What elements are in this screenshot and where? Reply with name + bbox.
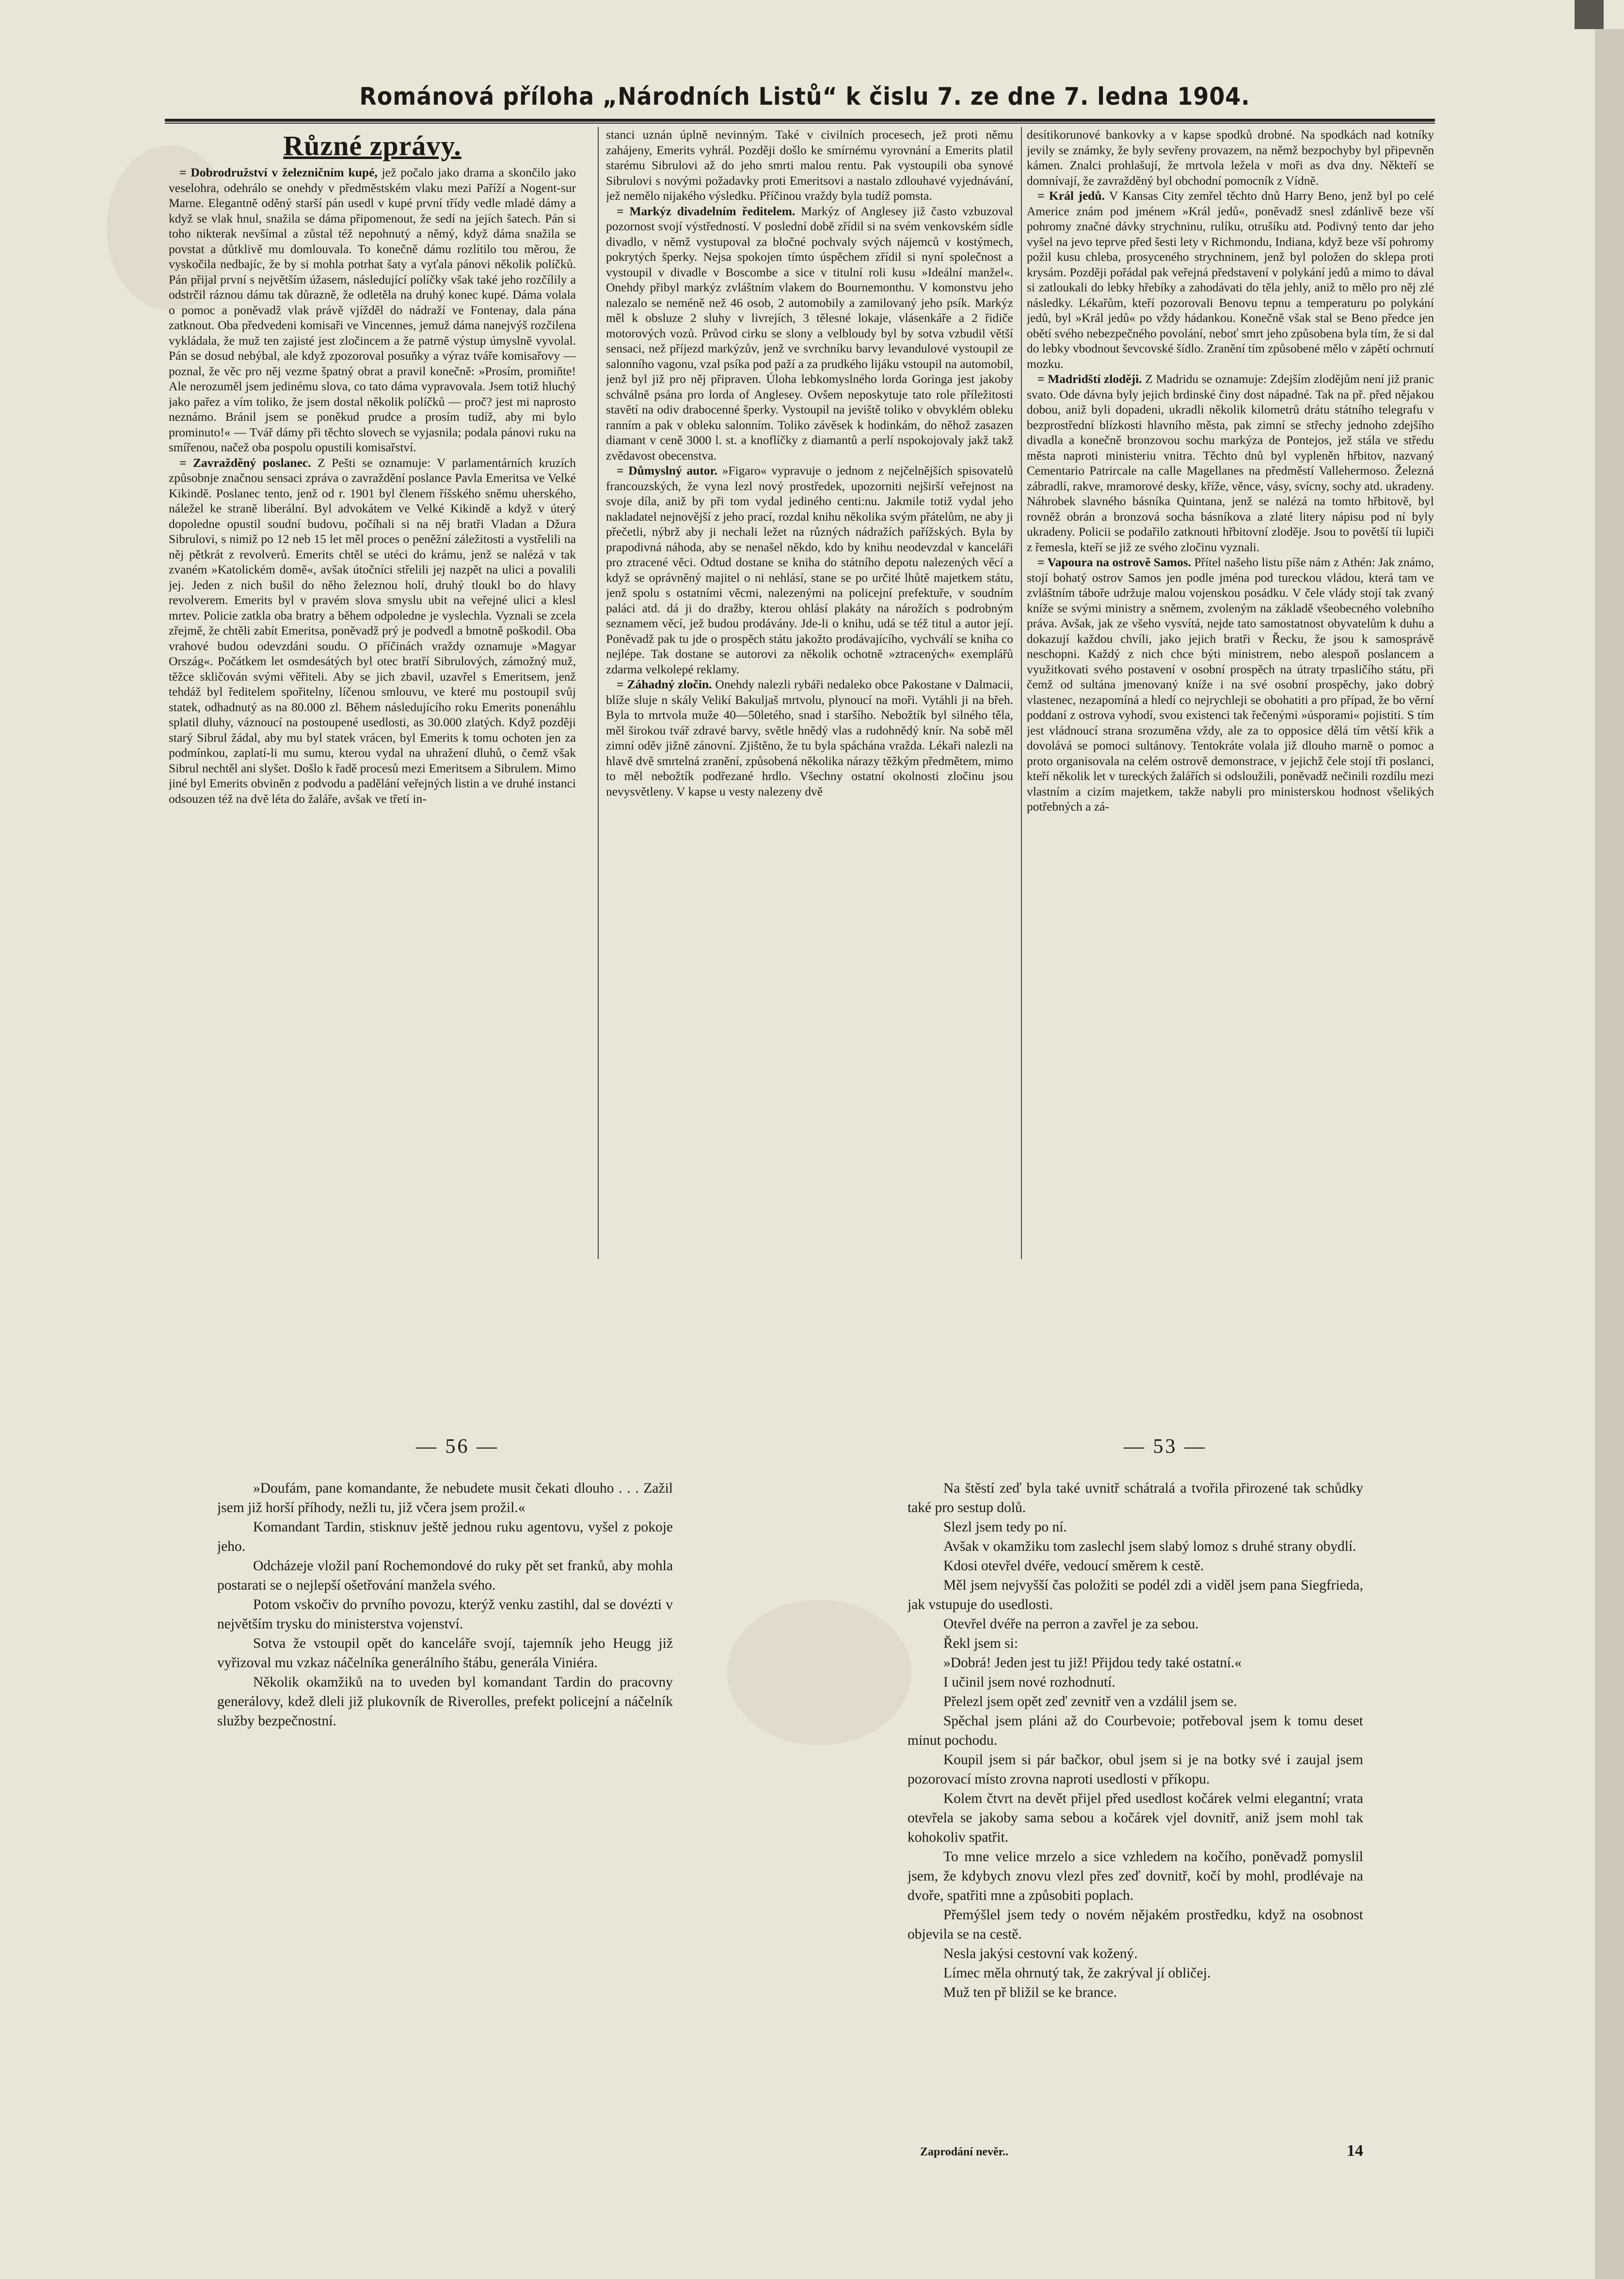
story-paragraph: Nesla jakýsi cestovní vak kožený. [943,1946,1138,1961]
news-item-text: »Figaro« vypravuje o jednom z nejčelnějších spisovatelů francouzských, že vyna lezl nový prostředek, upozorniti nejširší veřejnost na svoje díla, aniž by při tom vydal jediného centi:nu. Jakmile totiž vydal jeho nakladatel nejnovější z jeho prací, rozdal knihu několika svým přátelům, ne aby ji přečetli, nýbrž aby ji nechali ležet na různých nádražích pařížských. Byla by prapodivná náhoda, aby se nenašel někdo, kdo by knihu neodevzdal v kanceláři pro ztracené věci. Odtud dostane se kniha do státního depotu nalezených věcí a když se oprávněný majitel o ni nehlásí, stane se po určité lhůtě majetkem státu, jenž spolu s ostatními věcmi, nalezenými na policejní prefektuře, v soudním paláci atd. dá ji do dražby, kterou ohlásí plakáty na nárožích s podrobným seznamem věcí, jež budou prodávány. Jde-li o knihu, udá se též titul a autor její. Poněvadž pak tu jde o prospěch státu jakožto prodávajícího, vychválí se kniha co nejlépe. Tak dostane se autorovi za několik ochotně »ztracených« exemplářů zdarma velkolepé reklamy. [606,463,1013,676]
news-item-heading: = Zavražděný poslanec. [179,455,311,470]
story-paragraph: Několik okamžiků na to uveden byl komandant Tardin do pracovny generálovy, kdež dleli již plukovník de Riverolles, prefekt policejní a náčelník služby bezpečnostní. [217,1674,673,1729]
news-item-heading: = Vapoura na ostrově Samos. [1037,555,1192,569]
story-paragraph: Sotva že vstoupil opět do kanceláře svojí, tajemník jeho Heugg již vyřizoval mu vzkaz náčelníka generálního štábu, generála Viniéra. [217,1636,673,1671]
header-rule [165,119,1435,122]
story-paragraph: Potom vskočiv do prvního povozu, kterýž venku zastihl, dal se dovézti v největším trysku do ministerstva vojenství. [217,1597,673,1632]
story-paragraph: Kdosi otevřel dvéře, vedoucí směrem k cestě. [943,1558,1204,1574]
page-header-title: Románová příloha „Národních Listů“ k čislu 7. ze dne 7. ledna 1904. [359,82,1250,111]
right-page-number: — 53 — [1124,1435,1207,1458]
news-item [606,204,1013,463]
header-rule-thin [165,123,1435,124]
news-item-heading: = Madridští zloději. [1037,372,1142,386]
story-paragraph: Odcházeje vložil paní Rochemondové do ruky pět set franků, aby mohla postarati se o nejlepší ošetřování manžela svého. [217,1558,673,1593]
story-paragraph: Přemýšlel jsem tedy o novém nějakém prostředku, když na osobnost objevila se na cestě. [908,1907,1363,1942]
news-column-3 [1027,127,1434,1259]
news-item-text: Markýz of Anglesey již často vzbuzoval pozornost svojí výstředností. V poslední době zřídil si na svém venkovském sídle divadlo, v němž vystupoval za bločné pochvaly svých nájemců v kostýmech, pokrytých šperky. Nejsa spokojen tímto úspěchem zřídil si nyní společnost a vystoupil v divadle v Boscombe a sice v titulní roli kusu »Ideální manžel«. Onehdy přibyl markýz zvláštním vlakem do Bournemonthu. V komonstvu jeho nalezalo se neméně než 46 osob, 2 automobily a zamilovaný jeho psík. Markýz měl k obsluze 2 sluhy v livrejích, 3 tělesné lokaje, vlásenkáře a 2 řidiče motorových vozů. Průvod cirku se slony a velbloudy byl by sotva vzbudil větší sensaci, než příjezd markýzův, jenž ve svrchníku barvy levandulové vystoupil ze salonního vagonu, vzal psíka pod paží a za prudkého lijáku vstoupil na automobil, jenž byl již pro něj připraven. Úloha lebkomyslného lorda Goringa jest jakoby schválně psána pro lorda of Anglesey. Ovšem neposkytuje tato role příležitosti stavětí na odiv drabocenné šperky. Vystoupil na jeviště toliko v obvyklém obleku ranním a pak v obleku salonním. Toliko závěsek k hodinkám, do něhož zasazen diamant v ceně 3000 l. st. a knoflíčky z diamantů a perlí nspokojovaly jakž takž zvědavost obecenstva. [606,204,1013,462]
news-item [169,455,576,807]
column-divider [598,127,599,1259]
news-item-heading: = Záhadný zločin. [617,677,712,691]
news-item-text: stanci uznán úplně nevinným. Také v civilních procesech, jež proti němu zahájeny, Emerits vyhrál. Později došlo ke smírnému vyrovnání a Emerits platil starému Sibrulovi až do jeho smrti malou rentu. Pak vystoupili oba synové Sibrulovi s novými požadavky proti Emeritsovi a nastalo zdlouhavé vyjednávání, jež nemělo nijakého výsledku. Příčinou vraždy byla tudíž pomsta. [606,127,1013,203]
left-page-number: — 56 — [416,1435,499,1458]
news-item-text: Z Pešti se oznamuje: V parlamentárních kruzích způsobnje značnou sensaci zpráva o zavraždění poslance Pavla Emeritsa ve Velké Kikindě. Poslanec tento, jenž od r. 1901 byl členem říšského sněmu uherského, náležel ke straně liberální. Byl advokátem ve Velké Kikindě a když v úterý dopoledne opustil soudní budovu, počíhali si na něj bratři Vladan a Džura Sibrulovi, s nimiž po 12 neb 15 let měl proces o peněžní záležitosti a vystřelili na něj pětkrát z revolverů. Emerits chtěl se utéci do krámu, jenž se nalézá v tak zvaném »Katolickém domě«, avšak útočníci střelili jej nazpět na ulici a povalili jej. Jeden z nich bušil do něho železnou holí, druhý tloukl bo do hlavy revolverem. Emerits byl v pravém slova smyslu ubit na veřejné ulici a klesl mrtev. Policie zatkla oba bratry a během odpoledne je vyslechla. Vyznali se zcela zřejmě, že chtěli zabít Emeritsa, poněvadž prý je podvedl a bmotně poškodil. Oba vrahové budou odevzdáni soudu. O příčinách vraždy oznamuje »Magyar Ország«. Počátkem let osmdesátých byl otec bratří Sibrulových, zámožný muž, těžce skličován svými věřiteli. Aby se jich zbavil, uzavřel s Emeritsem, jenž tehdáž byl ředitelem spořitelny, líčenou smlouvu, ve které mu postoupil svůj statek, odhadnutý as na 80.000 zl. Během následujícího roku Emerits ponenáhlu splatil dluhy, váznoucí na postoupené usedlosti, as 30.000 zlatých. Když později starý Sibrul žádal, aby mu byl statek vrácen, byl Emerits k tomu ochoten jen za podmínkou, zaplatí-li mu sumu, kterou vydal na uhražení dluhů, o čemž však Sibrul nechtěl ani slyšet. Došlo k řadě procesů mezi Emeritsem a Sibrulem. Mimo jiné byl Emerits obviněn z podvodu a padělání veřejných listin a ve druhé instanci odsouzen též na dvě léta do žaláře, avšak ve třetí in- [169,455,576,806]
story-paragraph: Přelezl jsem opět zeď zevnitř ven a vzdálil jsem se. [943,1694,1237,1709]
story-paragraph: Otevřel dvéře na perron a zavřel je za sebou. [943,1616,1199,1632]
news-item [606,677,1013,799]
news-item-continuation [1027,127,1434,188]
story-paragraph: Spěchal jsem pláni až do Courbevoie; potřeboval jsem k tomu deset minut pochodu. [908,1713,1363,1748]
story-paragraph: To mne velice mrzelo a sice vzhledem na kočího, poněvadž pomyslil jsem, že kdybych znovu vlezl přes zeď dovnitř, kočí by mohl, prodlévaje na dvoře, spatřiti mne a způsobiti poplach. [908,1849,1363,1903]
news-item-text: Onehdy nalezli rybáři nedaleko obce Pakostane v Dalmacii, blíže sluje n skály Velikí Bakuljaš mrtvolu, plynoucí na moři. Vytáhli ji na břeh. Byla to mrtvola muže 40—50letého, snad i staršího. Nebožtík byl silného těla, měl širokou tvář zdravé barvy, světle hnědý vlas a rudohnědý knír. Na sobě měl zimní oděv jižně zánovní. Zjištěno, že tu byla spáchána vražda. Lékaři nalezli na hlavě dvě smrtelná zranění, způsobená několika nárazy těžkým předmětem, mimo to měl nebožtík podřezané hrdlo. Všechny ostatní okolnosti zločinu jsou nevysvětleny. V kapse u vesty nalezeny dvě [606,677,1013,798]
right-page-text [908,1479,1363,2148]
news-item [1027,555,1434,814]
news-column-2 [606,127,1013,1259]
story-paragraph: I učinil jsem nové rozhodnutí. [943,1674,1115,1690]
news-item [169,165,576,455]
story-paragraph: Límec měla ohrnutý tak, že zakrýval jí obličej. [943,1965,1211,1981]
news-item [606,463,1013,677]
news-item-text: Z Madridu se oznamuje: Zdejším zlodějům není již pranic svato. Ode dávna byly jejich brdinské činy dost nápadné. Tak na př. před nějakou dobou, aniž byli dopadeni, ukradli několik kilometrů drátu státního telegrafu v bezprostřední blízkosti hlavního města, pak zimní se střechy jednoho zdejšího divadla a konečně bronzovou sochu markýza de Pontejos, jež stála ve středu města naproti ministeriu vnitra. Těchto dnů byl vypleněn hřbitov, nazvaný Cementario Patrircale na calle Magellanes na předměstí Vallehermoso. Železná zábradlí, rakve, mramorové desky, kříže, věnce, vásy, svícny, sochy atd. ukradeny. Náhrobek slavného básníka Quintana, jenž se nalézá na tomto hřbitově, byl rovněž obrán a bronzová socha básníkova a zlaté litery nápisu pod ní byly ukradeny. Policii se podařilo zatknouti hřbitovní zloděje. Jsou to povětší tíi lupiči z řemesla, kteří se již ze svého zločinu vyznali. [1027,372,1434,554]
news-item-text: V Kansas City zemřel těchto dnů Harry Beno, jenž byl po celé Americe znám pod jménem »Král jedů«, poněvadž snesl zdánlivě beze vší pohromy značné dávky strychninu, rulíku, otrušíku atd. Podivný tento dar jeho vyšel na jevo teprve před šesti lety v Richmondu, Indiana, když beze vší pohromy požil kusu chleba, prosyceného strychninem, jenž byl položen do sklepa proti krysám. Později pořádal pak veřejná představení v polykání jedů a mimo to dával si zatloukali do lebky hřebíky a zahodávati do těla jehly, aniž to mělo pro něj zlé následky. Lékařům, kteří pozorovali Benovu tepnu a temperaturu po polykání jedů, byl »Král jedů« po vždy hádankou. Konečně však stal se Beno předce jen obětí svého nebezpečného povolání, neboť smrt jeho způsobena byla tím, že si dal do lebky vbodnout ševcovské šídlo. Zranění tím způsobené mělo v zápětí ochrnutí mozku. [1027,189,1434,371]
story-paragraph: Měl jsem nejvyšší čas položiti se podél zdi a viděl jsem pana Siegfrieda, jak vstupuje do usedlosti. [908,1578,1363,1612]
story-paragraph: Komandant Tardin, stisknuv ještě jednou ruku agentovu, vyšel z pokoje jeho. [217,1519,673,1554]
news-item-heading: = Důmyslný autor. [617,463,717,478]
news-item-text: desítikorunové bankovky a v kapse spodků drobné. Na spodkách nad kotníky jevily se známky, že byly sevřeny provazem, na němž bezpochyby byl připevněn kámen. Znalci prohlašují, že mrtvola ležela v moři as dva dny. Někteří se domnívají, že zavražděný byl obchodní pomocník z Vídně. [1027,127,1434,188]
signature-number: 14 [1347,2142,1363,2160]
story-paragraph: Avšak v okamžiku tom zaslechl jsem slabý lomoz s druhé strany obydlí. [943,1539,1356,1554]
left-page-text [217,1479,673,2254]
story-paragraph: Koupil jsem si pár bačkor, obul jsem si je na botky své i zaujal jsem pozorovací místo zrovna naproti usedlosti v příkopu. [908,1752,1363,1787]
signature-footer: Zaprodání nevěr.. [920,2146,1009,2158]
news-column-1 [169,127,576,1259]
story-paragraph: »Doufám, pane komandante, že nebudete musit čekati dlouho . . . Zažil jsem již horší příhody, nežli tu, již včera jsem prožil.« [217,1481,673,1515]
news-item-heading: = Král jedů. [1037,189,1105,203]
column-divider [1021,127,1022,1259]
story-paragraph: Řekl jsem si: [943,1636,1019,1651]
story-paragraph: »Dobrá! Jeden jest tu již! Přijdou tedy také ostatní.« [943,1655,1242,1671]
scan-corner-mark [1575,0,1604,29]
news-item [1027,188,1434,371]
news-item-text: Přítel našeho listu píše nám z Athén: Jak známo, stojí bohatý ostrov Samos jen podle jména pod tureckou vládou, která tam ve zvláštním táboře udržuje malou vojenskou posádku. V čele vlády stojí tak zvaný kníže se svými ministry a sněmem, zvoleným na základě všeobecného volebního práva. Avšak, jak ze všeho vysvítá, nejde tato samostatnost obyvatelům k duhu a dokazují každou chvíli, jako jejich bratři v Řecku, že jsou k samosprávě neschopni. Každý z nich chce býti ministrem, nebo alespoň poslancem a využitkovati svého postavení v osobní prospěch na útraty trpasličího státu, při čemž od sultána jmenovaný kníže i na své osobní prospěchy, jako dobrý vlastenec, nezapomíná a hledí co nejrychleji se obohatiti a pro případ, že bo věrní poddaní z ostrova vyhodí, svou existenci tak řečenými »úsporami« pojistiti. S tím jest vládnoucí strana srozuměna vždy, ale za to opposice dělá tím větší křik a dovolává se pomoci sultánovy. Tentokráte volala již dlouho marně o pomoc a proto organisovala na celém ostrově demonstrace, v jejichž čele stojí tři poslanci, kteří několik let v tureckých žalářích si odsloužili, poněvadž nečinili rozdílu mezi vlastním a cizím majetkem, takže nabyli pro ministerskou hodnost všelikých potřebných a zá- [1027,555,1434,813]
story-paragraph: Slezl jsem tedy po ní. [943,1519,1067,1535]
story-paragraph: Muž ten př bližil se ke brance. [943,1985,1117,2000]
section-title: Různé zprávy. [283,130,462,161]
story-paragraph: Kolem čtvrt na devět přijel před usedlost kočárek velmi elegantní; vrata otevřela se jakoby sama sebou a kočárek vjel dovnitř, aniž jsem mohl tak kohokoliv spatřit. [908,1791,1363,1845]
news-item-heading: = Markýz divadelním ředitelem. [617,204,796,218]
scan-edge [1595,29,1624,2279]
news-item-heading: = Dobrodružství v železničním kupé, [179,165,378,179]
news-item [1027,371,1434,555]
news-item-text: jež počalo jako drama a skončilo jako veselohra, odehrálo se onehdy v předměstském vlaku mezi Paříží a Nogent-sur Marne. Elegantně oděný starší pán usedl v kupé první třídy vedle mladé dámy a když se vlak hnul, snažila se dáma připomenout, že sedí na jejích šatech. Pán si toho nikterak nevšímal a zůstal též nepohnutý a němý, když dáma snažila se povstat a důtklivě mu domlouvala. To konečně dámu rozlítilo tou měrou, že vyskočila nedbajíc, že by si mohla potrhat šaty a vyťala pánovi několik políčků. Pán přijal první s největším úžasem, následující políčky však také jeho rozčílily a odstrčil ráznou dámu tak důrazně, že odletěla na druhý konec kupé. Dáma volala o pomoc a poněvadž vlak právě vjížděl do nádraží ve Fontenay, dala pána zatknout. Oba předvedeni komisaři ve Vincennes, jemuž dáma nanejvýš rozčilena vykládala, že muž ten zajisté jest zločincem a že patrně výstup úmyslně vyvolal. Pán se dosud nebýbal, ale když zpozoroval posuňky a výraz tváře komisařovy — poznal, že věc pro něj vezme špatný obrat a pravil konečně: »Prosím, promiňte! Ale nerozuměl jsem jedinému slova, co tato dáma vypravovala. Jsem totiž hluchý jako pařez a vím toliko, že jsem dostal několik políčků — proč? jest mi naprosto neznámo. Bránil jsem se poněkud prudce a prosím tudíž, aby mi bylo prominuto!« — Tvář dámy při těchto slovech se vyjasnila; podala pánovi ruku na smířenou, načež oba pospolu opustili komisařství. [169,165,576,454]
story-paragraph: Na štěstí zeď byla také uvnitř schátralá a tvořila přirozené tak schůdky také pro sestup dolů. [908,1481,1363,1515]
news-item-continuation [606,127,1013,204]
paper-stain [727,1600,911,1745]
